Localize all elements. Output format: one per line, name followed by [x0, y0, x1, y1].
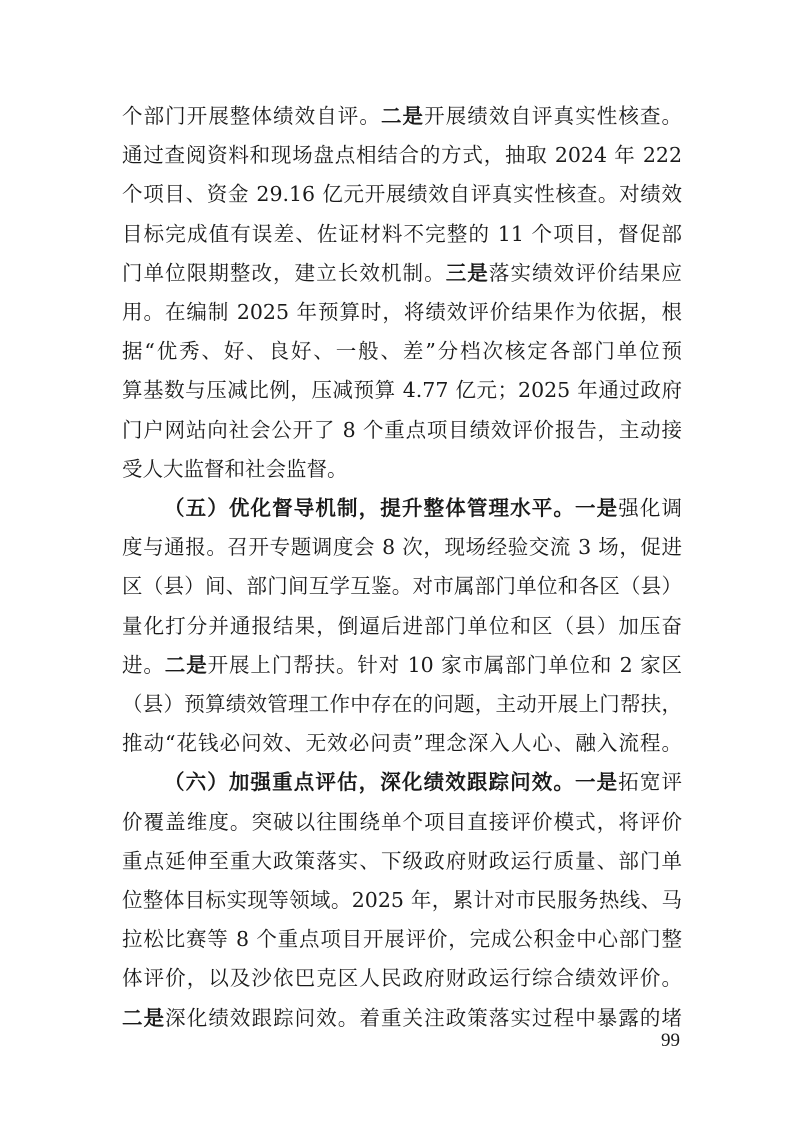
text-segment: 门单位限期整改，建立长效机制。	[122, 260, 446, 285]
text-line	[122, 919, 682, 959]
text-line	[122, 253, 682, 293]
text-segment: 价覆盖维度。突破以往围绕单个项目直接评价模式，将评价	[122, 809, 682, 834]
bold-text-segment: 一是	[574, 496, 619, 520]
text-line	[122, 449, 682, 489]
bold-text-segment: 二是	[122, 1005, 166, 1030]
text-segment: 目标完成值有误差、佐证材料不完整的 11 个项目，督促部	[122, 221, 682, 246]
text-line	[122, 723, 682, 763]
text-segment: 深化绩效跟踪问效。着重关注政策落实过程中暴露的堵	[165, 1005, 682, 1030]
text-segment: 开展上门帮扶。针对 10 家市属部门单位和 2 家区	[207, 652, 682, 677]
text-segment: 用。在编制 2025 年预算时，将绩效评价结果作为依据，根	[122, 300, 682, 324]
text-segment: 门户网站向社会公开了 8 个重点项目绩效评价报告，主动接	[122, 417, 682, 442]
bold-text-segment: （五）优化督导机制，提升整体管理水平。	[164, 496, 575, 520]
text-segment: 量化打分并通报结果，倒逼后进部门单位和区（县）加压奋	[122, 613, 682, 638]
text-line	[122, 606, 682, 646]
text-segment: 体评价，以及沙依巴克区人民政府财政运行综合绩效评价。	[122, 966, 682, 991]
bold-text-segment: 一是	[574, 770, 619, 795]
text-line	[122, 880, 682, 920]
text-line	[122, 841, 682, 881]
text-segment: 重点延伸至重大政策落实、下级政府财政运行质量、部门单	[122, 848, 682, 873]
text-segment: 拓宽评	[618, 770, 682, 795]
text-line	[122, 684, 682, 724]
text-line	[164, 488, 682, 528]
text-segment: 位整体目标实现等领域。2025 年，累计对市民服务热线、马	[122, 888, 682, 912]
page-number: 99	[661, 1030, 680, 1051]
text-line	[122, 174, 682, 214]
text-segment: 个项目、资金 29.16 亿元开展绩效自评真实性核查。对绩效	[122, 182, 682, 207]
text-line	[122, 527, 682, 567]
text-line	[122, 958, 682, 998]
text-line	[122, 214, 682, 254]
text-segment: 拉松比赛等 8 个重点项目开展评价，完成公积金中心部门整	[122, 927, 682, 952]
text-line	[164, 762, 682, 802]
bold-text-segment: 二是	[380, 104, 425, 128]
text-segment: 开展绩效自评真实性核查。	[424, 104, 682, 128]
text-line	[122, 566, 682, 606]
text-line	[122, 645, 682, 685]
text-segment: 落实绩效评价结果应	[488, 260, 682, 285]
bold-text-segment: （六）加强重点评估，深化绩效跟踪问效。	[164, 770, 575, 795]
text-segment: 进。	[122, 652, 165, 677]
text-line	[122, 96, 682, 136]
text-segment: 受人大监督和社会监督。	[122, 456, 348, 481]
text-segment: 通过查阅资料和现场盘点相结合的方式，抽取 2024 年 222	[122, 143, 682, 168]
text-segment: 据“优秀、好、良好、一般、差”分档次核定各部门单位预	[122, 339, 682, 364]
text-segment: 强化调	[618, 496, 682, 520]
text-segment: 度与通报。召开专题调度会 8 次，现场经验交流 3 场，促进	[122, 535, 682, 560]
text-line	[122, 292, 682, 332]
text-line	[122, 135, 682, 175]
text-line	[122, 802, 682, 842]
text-segment: 区（县）间、部门间互学互鉴。对市属部门单位和各区（县）	[122, 574, 682, 599]
text-segment: 推动“花钱必问效、无效必问责”理念深入人心、融入流程。	[122, 731, 682, 756]
text-segment: （县）预算绩效管理工作中存在的问题，主动开展上门帮扶，	[122, 692, 682, 716]
bold-text-segment: 二是	[164, 652, 208, 677]
text-line	[122, 998, 682, 1038]
text-segment: 个部门开展整体绩效自评。	[122, 104, 381, 128]
bold-text-segment: 三是	[445, 260, 489, 285]
text-line	[122, 410, 682, 450]
text-segment: 算基数与压减比例，压减预算 4.77 亿元；2025 年通过政府	[122, 378, 682, 403]
text-line	[122, 331, 682, 371]
text-line	[122, 370, 682, 410]
